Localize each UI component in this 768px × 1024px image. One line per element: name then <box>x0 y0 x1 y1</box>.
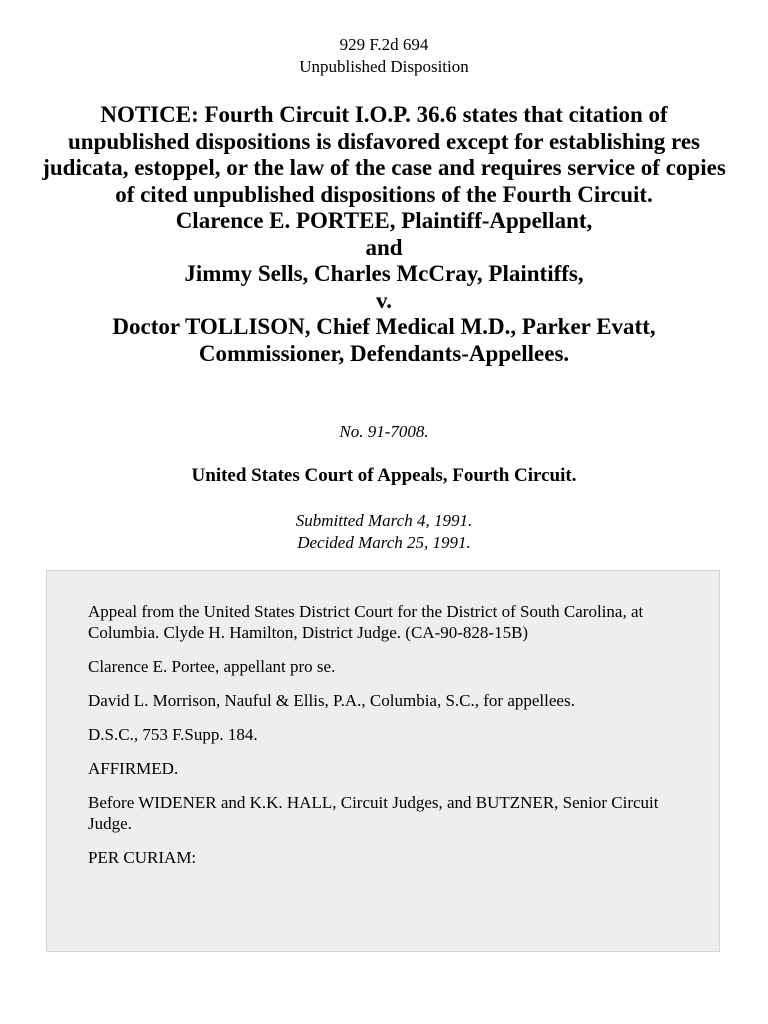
appellee-counsel: David L. Morrison, Nauful & Ellis, P.A., Columbia, S.C., for appellees. <box>88 691 575 710</box>
party-conjunction: and <box>365 234 403 260</box>
disposition-result: AFFIRMED. <box>88 759 179 778</box>
plaintiffs-party: Jimmy Sells, Charles McCray, Plaintiffs, <box>184 261 584 286</box>
judges-panel: Before WIDENER and K.K. HALL, Circuit Judges, and BUTZNER, Senior Circuit Judge. <box>88 793 659 833</box>
lower-court-citation: D.S.C., 753 F.Supp. 184. <box>88 725 258 744</box>
docket-number: No. 91-7008. <box>339 422 429 441</box>
court-name: United States Court of Appeals, Fourth Circuit. <box>191 465 577 486</box>
appeal-from-paragraph: Appeal from the United States District Court for the District of South Carolina, at Columbia. Clyde H. Hamilton, District Judge. (CA-90-828-15B) <box>88 602 644 642</box>
case-summary-box <box>46 570 720 952</box>
versus: v. <box>376 287 392 313</box>
defendants-party-line1: Doctor TOLLISON, Chief Medical M.D., Parker Evatt, <box>112 314 656 339</box>
disposition-label: Unpublished Disposition <box>299 57 469 76</box>
appellant-counsel: Clarence E. Portee, appellant pro se. <box>88 657 336 676</box>
case-citation-block <box>0 34 768 78</box>
decided-date: Decided March 25, 1991. <box>297 533 471 552</box>
appellant-party: Clarence E. PORTEE, Plaintiff-Appellant, <box>175 208 593 233</box>
notice-text: NOTICE: Fourth Circuit I.O.P. 36.6 states that citation of unpublished dispositions is disfavored except for establishing res judicata, estoppel, or the law of the case and requires service of copies of cited unpublished dispositions of the Fourth Circuit. <box>42 102 726 207</box>
submitted-date: Submitted March 4, 1991. <box>295 511 473 530</box>
case-dates <box>0 510 768 554</box>
defendants-party-line2: Commissioner, Defendants-Appellees. <box>198 340 570 366</box>
per-curiam-label: PER CURIAM: <box>88 848 197 867</box>
case-summary-content <box>88 601 688 881</box>
case-heading <box>40 102 728 367</box>
reporter-citation: 929 F.2d 694 <box>339 35 429 54</box>
